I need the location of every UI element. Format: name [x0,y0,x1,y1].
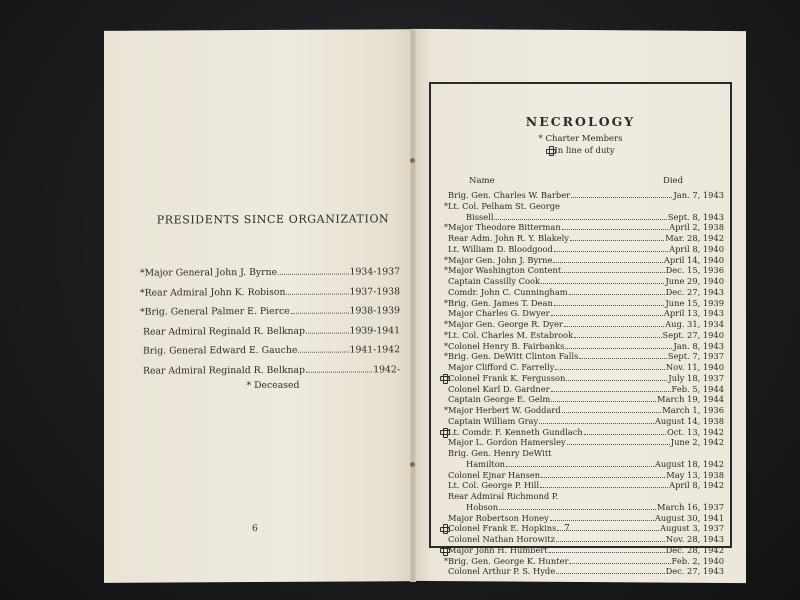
member-name: Major Robertson Honey [448,512,549,523]
leader-dots [554,305,665,306]
president-years: 1939-1941 [349,325,400,337]
date-of-death: July 18, 1937 [668,372,724,383]
member-name: Bissell [466,211,494,222]
necrology-row [439,201,724,212]
member-name: Major Herbert W. Goddard [448,405,561,415]
date-of-death: June 15, 1939 [665,297,724,308]
president-name: *Rear Admiral John K. Robison [140,286,286,299]
leader-dots [506,466,654,467]
charter-marker: * [443,329,448,340]
member-name: Hamilton [466,458,506,469]
necrology-row [439,513,724,524]
leader-dots [541,477,665,478]
necrology-row [439,373,724,384]
date-of-death: Dec. 27, 1943 [665,286,724,297]
date-of-death: Dec. 15, 1936 [665,265,724,276]
leader-dots [584,434,666,435]
date-of-death: Sept. 27, 1940 [662,329,724,340]
legend-duty-label: In line of duty [554,146,615,156]
necrology-row [439,298,724,309]
member-name: Rear Adm. John R. Y. Blakely [448,233,569,243]
necrology-row [439,384,724,395]
leader-dots [494,219,666,220]
charter-marker: * [443,555,448,566]
necrology-row [439,459,724,470]
cross-icon [440,374,448,382]
leader-dots [565,348,672,349]
leader-dots [574,337,661,338]
member-name: Major John H. Humbert [448,544,548,555]
president-row [140,325,400,346]
president-name: Rear Admiral Reginald R. Belknap [140,325,305,338]
necrology-row [439,222,724,233]
staple-hole-top [410,158,415,163]
necrology-row [439,276,724,287]
leader-dots [556,573,664,574]
necrology-frame [429,82,732,577]
date-of-death: April 8, 1942 [669,480,724,491]
necrology-row [439,470,724,481]
member-name: Hobson [466,501,499,512]
member-name: Brig. Gen. Charles W. Barber [448,190,571,200]
leader-dots [298,352,348,353]
date-of-death: Dec. 28, 1942 [665,544,724,555]
date-of-death: August 14, 1938 [654,415,724,426]
member-name: Major Charles G. Dwyer [448,308,550,319]
staple-hole-bottom [410,462,415,467]
president-row [140,286,400,307]
leader-dots [571,197,672,198]
necrology-row [439,545,724,556]
date-of-death: March 16, 1937 [657,501,724,512]
president-name: Rear Admiral Reginald R. Belknap [140,364,305,377]
president-years: 1937-1938 [349,285,400,298]
charter-marker: * [443,222,448,233]
necrology-list [439,190,724,577]
leader-dots [278,274,348,275]
leader-dots [557,530,659,531]
necrology-row [439,405,724,416]
member-name: Brig. Gen. James T. Dean [448,297,553,308]
presidents-title: PRESIDENTS SINCE ORGANIZATION [156,212,390,227]
member-name: Major Washington Content [448,265,562,276]
member-name: Captain William Gray [448,415,539,426]
leader-dots [556,541,665,542]
necrology-row [439,534,724,545]
member-name: Colonel Frank K. Fergusson [448,372,566,383]
page-number-left: 6 [252,524,258,535]
president-years: 1942- [373,364,400,376]
date-of-death: Nov. 28, 1943 [665,534,724,544]
member-name: Rear Admiral Richmond P. [448,491,559,501]
page-number-right: 7 [564,524,570,534]
necrology-row [439,448,724,459]
necrology-row [439,523,724,534]
spine [410,30,416,582]
leader-dots [569,294,665,295]
in-line-of-duty-marker [439,427,448,438]
necrology-row [439,265,724,276]
necrology-row [439,556,724,567]
president-years: 1941-1942 [349,344,400,356]
member-name: Captain George E. Gelm [448,394,551,405]
necrology-row [439,190,724,201]
legend-duty [431,146,730,156]
president-row [140,345,400,366]
in-line-of-duty-marker [439,523,448,534]
date-of-death: August 3, 1937 [660,523,724,534]
member-name: Major Gen. George R. Dyer [448,319,563,329]
leader-dots [286,293,348,294]
cross-icon [440,546,448,554]
leader-dots [551,391,671,392]
date-of-death: Aug. 31, 1934 [665,319,724,329]
left-page [104,29,416,583]
necrology-row [439,566,724,577]
date-of-death: Mar. 28, 1942 [665,233,724,243]
member-name: Colonel Karl D. Gardner [448,383,550,394]
leader-dots [562,412,662,413]
member-name: Lt. Col. Charles M. Estabrook [448,329,574,340]
member-name: Colonel Ejnar Hansen [448,469,541,480]
leader-dots [306,332,349,333]
necrology-row [439,351,724,362]
necrology-row [439,502,724,513]
member-name: Major Theodore Bitterman [448,222,561,233]
date-of-death: April 14, 1940 [663,254,724,265]
charter-marker: * [443,351,448,362]
necrology-row [439,437,724,448]
charter-marker: * [443,265,448,276]
leader-dots [562,229,668,230]
member-name: Major Gen. John J. Byrne [448,254,553,265]
president-name: *Brig. General Palmer E. Pierce [140,306,290,318]
column-header-name: Name [469,176,495,186]
necrology-row [439,308,724,319]
date-of-death: Sept. 7, 1937 [667,351,724,362]
member-name: Lt. Comdr. F. Kenneth Gundlach [448,426,583,437]
president-years: 1938-1939 [349,305,400,317]
member-name: Major Clifford C. Farrelly [448,362,555,372]
necrology-row [439,255,724,266]
date-of-death: June 29, 1940 [665,276,724,286]
member-name: Lt. William D. Bloodgood [448,243,553,254]
leader-dots [567,444,670,445]
leader-dots [562,272,664,273]
leader-dots [554,251,668,252]
member-name: Colonel Arthur P. S. Hyde [448,566,556,577]
leader-dots [566,380,667,381]
leader-dots [499,509,656,510]
necrology-row [439,244,724,255]
president-years: 1934-1937 [349,266,400,278]
leader-dots [540,487,668,488]
date-of-death: August 30, 1941 [654,512,724,523]
in-line-of-duty-marker [439,545,448,556]
president-row [140,266,400,287]
cross-icon [440,524,448,532]
necrology-row [439,287,724,298]
necrology-row [439,480,724,491]
leader-dots [579,358,666,359]
president-row [140,305,400,326]
necrology-row [439,319,724,330]
open-booklet [104,30,746,582]
member-name: Brig. Gen. Henry DeWitt [448,448,552,458]
necrology-row [439,330,724,341]
necrology-title: NECROLOGY [525,114,636,129]
member-name: Major L. Gordon Hamersley [448,437,566,448]
charter-marker: * [443,297,448,308]
necrology-row [439,212,724,223]
date-of-death: Jan. 7, 1943 [673,190,724,200]
member-name: Lt. Col. George P. Hill [448,480,540,491]
member-name: Lt. Col. Pelham St. George [448,200,560,211]
deceased-note: * Deceased [246,379,300,392]
in-line-of-duty-marker [439,373,448,384]
necrology-row [439,362,724,373]
necrology-row [439,491,724,502]
date-of-death: April 13, 1943 [663,308,724,319]
necrology-row [439,416,724,427]
charter-marker: * [443,254,448,265]
leader-dots [569,563,670,564]
leader-dots [306,371,372,372]
date-of-death: March 19, 1944 [657,394,724,405]
member-name: Colonel Frank E. Hopkins [448,523,557,534]
charter-marker: * [443,405,448,415]
cross-icon [440,428,448,436]
leader-dots [549,552,665,553]
leader-dots [551,315,663,316]
necrology-row [439,341,724,352]
date-of-death: Jan. 8, 1943 [673,340,724,351]
date-of-death: April 2, 1938 [669,222,724,233]
date-of-death: March 1, 1936 [662,405,724,415]
leader-dots [570,240,664,241]
date-of-death: June 2, 1942 [670,437,724,448]
member-name: Captain Cassilly Cook [448,276,540,286]
column-header-died: Died [663,176,684,186]
leader-dots [550,520,654,521]
leader-dots [541,283,665,284]
date-of-death: Feb. 5, 1944 [671,383,724,394]
leader-dots [555,369,664,370]
date-of-death: April 8, 1940 [669,243,724,254]
member-name: Colonel Nathan Horowitz [448,534,556,544]
leader-dots [564,326,664,327]
date-of-death: May 13, 1938 [666,469,724,480]
charter-marker: * [443,200,448,211]
president-name: *Major General John J. Byrne [140,266,278,279]
member-name: Comdr. John C. Cunningham [448,286,568,297]
date-of-death: Oct. 13, 1942 [666,426,724,437]
date-of-death: Nov. 11, 1940 [665,362,724,372]
legend-charter: * Charter Members [538,134,623,144]
necrology-row [439,427,724,438]
leader-dots [539,423,654,424]
charter-marker: * [443,340,448,351]
date-of-death: August 18, 1942 [654,458,724,469]
member-name: Colonel Henry B. Fairbanks [448,340,565,351]
president-name: Brig. General Edward E. Gauche [140,345,298,358]
leader-dots [551,401,656,402]
leader-dots [291,313,349,314]
presidents-list [140,266,400,385]
date-of-death: Feb. 2, 1940 [671,555,724,566]
leader-dots [553,262,662,263]
cross-icon [546,146,554,154]
member-name: Brig. Gen. George K. Hunter [448,555,569,566]
member-name: Brig. Gen. DeWitt Clinton Falls [448,351,579,362]
charter-marker: * [443,319,448,329]
date-of-death: Dec. 27, 1943 [665,566,724,577]
necrology-row [439,233,724,244]
date-of-death: Sept. 8, 1943 [667,211,724,222]
necrology-row [439,394,724,405]
